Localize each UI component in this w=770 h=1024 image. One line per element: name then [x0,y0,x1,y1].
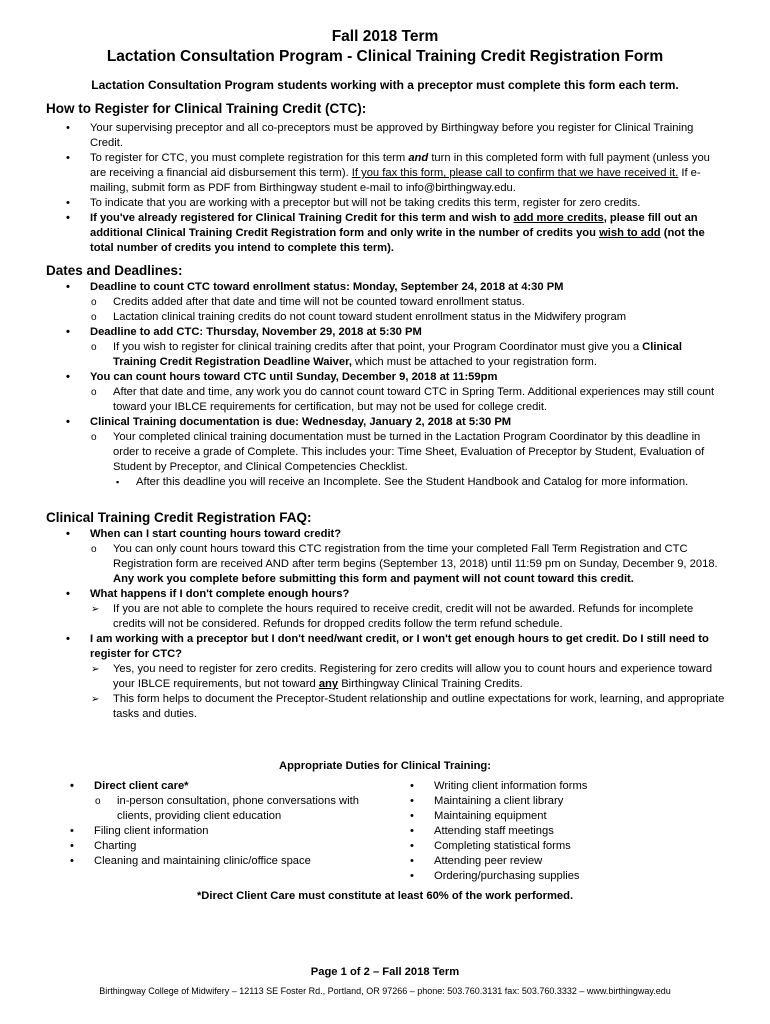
bullet-marker: • [66,212,70,224]
dates-heading: Dates and Deadlines: [46,263,183,278]
duties-heading: Appropriate Duties for Clinical Training: [279,760,491,772]
list-item: • To indicate that you are working with a preceptor but will not be taking credits this term, register for zero credits. [66,197,641,209]
list-item: • Ordering/purchasing supplies [410,870,580,882]
deadline-item: • Clinical Training documentation is due: Wednesday, January 2, 2018 at 5:30 PM [66,416,512,428]
bullet-marker: • [410,795,414,807]
bullet-marker: • [410,810,414,822]
bullet-marker: • [70,840,74,852]
list-item: o If you wish to register for clinical training credits after that point, your Program Coordinator must give you a Clinical Training Credit Registration Deadline Waiver, which must be attached to your registration form. [91,341,682,368]
bullet-marker: • [70,780,74,792]
list-item: ▪ After this deadline you will receive an Incomplete. See the Student Handbook and Catalog for more information. [116,476,689,488]
circle-marker: o [91,432,97,443]
faq-answer: ➢ If you are not able to complete the hours required to receive credit, credit will not be awarded. Refunds for incomplete credits will not be considered. Refunds for dropped credits follow the term refund schedule. [91,603,694,630]
list-item: • Maintaining a client library [410,795,564,807]
bullet-marker: • [66,371,70,383]
faq-answer: ➢ This form helps to document the Preceptor-Student relationship and outline expectations for work, learning, and appropriate tasks and duties. [91,693,725,720]
register-list [0,121,770,256]
list-item: • Attending peer review [410,855,543,867]
list-item: o Your completed clinical training documentation must be turned in the Lactation Program Coordinator by this deadline in order to receive a grade of Complete. This includes your: Time Sheet, Evaluation of Preceptor by Student, Evaluation of Student by Preceptor, and Clinical Competencies Checklist. [91,431,705,473]
bullet-marker: • [410,825,414,837]
circle-marker: o [91,342,97,353]
list-item: • Writing client information forms [410,780,588,792]
faq-list [0,527,770,722]
list-item: • Completing statistical forms [410,840,571,852]
bullet-marker: • [66,528,70,540]
footer-address: Birthingway College of Midwifery – 12113 SE Foster Rd., Portland, OR 97266 – phone: 503.760.3131 fax: 503.760.3332 – www.birthingway.edu [99,986,671,996]
bullet-marker: • [66,633,70,645]
bullet-marker: • [70,825,74,837]
bullet-marker: • [410,780,414,792]
list-item: • Attending staff meetings [410,825,554,837]
bullet-marker: • [410,870,414,882]
form-title: Lactation Consultation Program - Clinical Training Credit Registration Form [106,48,664,65]
bullet-marker: • [66,416,70,428]
circle-marker: o [95,796,101,807]
circle-marker: o [91,387,97,398]
list-item: • Filing client information [70,825,209,837]
intro-text: Lactation Consultation Program students working with a preceptor must complete this form each term. [91,78,679,92]
faq-answer: ➢ Yes, you need to register for zero credits. Registering for zero credits will allow you to count hours and experience toward your IBLCE requirements, but not toward any Birthingway Clinical Training Credits. [91,663,713,690]
list-item: • Your supervising preceptor and all co-preceptors must be approved by Birthingway before you register for Clinical Training Credit. [66,122,694,149]
bullet-marker: • [66,197,70,209]
faq-question: • I am working with a preceptor but I don't need/want credit, or I won't get enough hours to get credit. Do I still need to register for CTC? [66,633,709,660]
duties-left-column [0,779,400,869]
register-heading: How to Register for Clinical Training Credit (CTC): [46,101,367,116]
circle-marker: o [91,544,97,555]
list-item: • Cleaning and maintaining clinic/office space [70,855,311,867]
page-number: Page 1 of 2 – Fall 2018 Term [310,966,460,978]
term-title: Fall 2018 Term [331,28,439,45]
arrow-marker: ➢ [91,664,100,675]
faq-answer: o You can only count hours toward this CTC registration from the time your completed Fall Term Registration and CTC Registration form are received AND after term begins (September 13, 2018) until 11:59 pm on Sunday, December 9, 2018. Any work you complete before submitting this form and payment will not count toward this credit. [91,543,718,585]
list-item: o After that date and time, any work you do cannot count toward CTC in Spring Term. Additional experiences may still count toward your IBLCE requirements for certification, but may not be used for college credit. [91,386,715,413]
list-item: • Maintaining equipment [410,810,547,822]
list-item: o Lactation clinical training credits do not count toward student enrollment status in the Midwifery program [91,311,627,323]
bullet-marker: • [70,855,74,867]
bullet-marker: • [66,122,70,134]
list-item: • Charting [70,840,137,852]
direct-care-note: *Direct Client Care must constitute at least 60% of the work performed. [196,890,574,902]
square-marker: ▪ [116,477,120,487]
circle-marker: o [91,312,97,323]
deadline-item: • Deadline to count CTC toward enrollment status: Monday, September 24, 2018 at 4:30 PM [66,281,564,293]
deadline-item: • Deadline to add CTC: Thursday, November 29, 2018 at 5:30 PM [66,326,422,338]
duties-right-column [400,779,740,884]
bullet-marker: • [410,855,414,867]
list-item: • To register for CTC, you must complete registration for this term and turn in this completed form with full payment (unless you are receiving a financial aid disbursement this term). If you fax this form, please call to confirm that we have received it. If e-mailing, submit form as PDF from Birthingway student e-mail to info@birthingway.edu. [66,152,710,194]
faq-question: • What happens if I don't complete enough hours? [66,588,350,600]
arrow-marker: ➢ [91,694,100,705]
bullet-marker: • [66,152,70,164]
bullet-marker: • [66,588,70,600]
arrow-marker: ➢ [91,604,100,615]
bullet-marker: • [410,840,414,852]
list-item: o Credits added after that date and time will not be counted toward enrollment status. [91,296,525,308]
deadline-item: • You can count hours toward CTC until Sunday, December 9, 2018 at 11:59pm [66,371,498,383]
bullet-marker: • [66,326,70,338]
dates-list [0,280,770,490]
list-item: • If you've already registered for Clinical Training Credit for this term and wish to add more credits, please fill out an additional Clinical Training Credit Registration form and only write in the number of credits you wish to add (not the total number of credits you intend to complete this term). [66,212,705,254]
bullet-marker: • [66,281,70,293]
faq-question: • When can I start counting hours toward credit? [66,528,342,540]
list-item: • Direct client care* [70,780,189,792]
faq-heading: Clinical Training Credit Registration FAQ: [46,510,312,525]
list-item: o in-person consultation, phone conversations with clients, providing client education [95,795,359,822]
circle-marker: o [91,297,97,308]
